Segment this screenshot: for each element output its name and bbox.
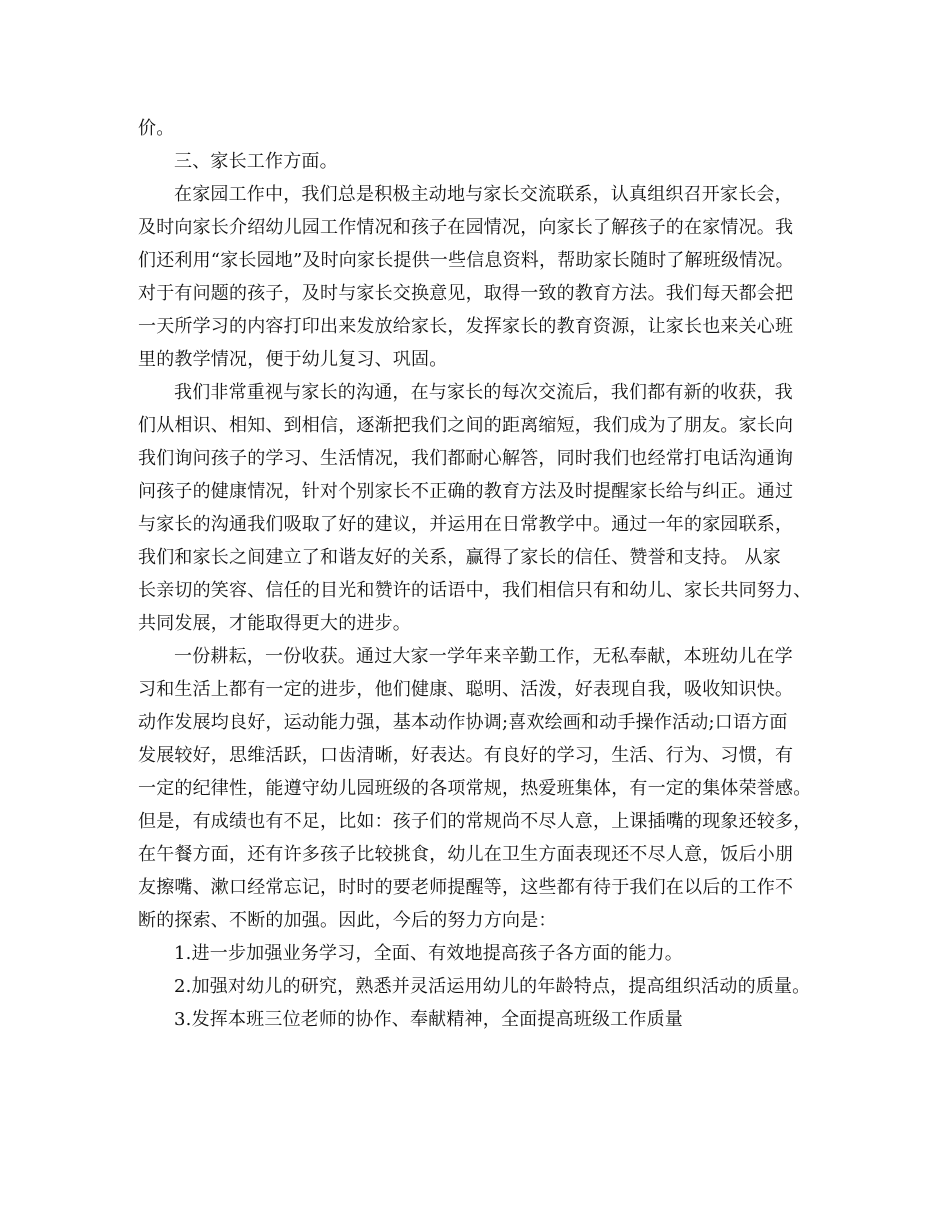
text-line: 价。 — [138, 118, 175, 139]
text-line: 我们询问孩子的学习、生活情况，我们都耐心解答，同时我们也经常打电话沟通询 — [138, 448, 794, 469]
text-line: 但是，有成绩也有不足，比如：孩子们的常规尚不尽人意，上课插嘴的现象还较多， — [138, 811, 812, 832]
text-line: 一定的纪律性，能遵守幼儿园班级的各项常规，热爱班集体，有一定的集体荣誉感。 — [138, 778, 812, 799]
text-line: 们从相识、相知、到相信，逐渐把我们之间的距离缩短，我们成为了朋友。家长向 — [138, 415, 794, 436]
text-line: 友擦嘴、漱口经常忘记，时时的要老师提醒等，这些都有待于我们在以后的工作不 — [138, 877, 794, 898]
text-line: 动作发展均良好，运动能力强，基本动作协调;喜欢绘画和动手操作活动;口语方面 — [138, 712, 788, 733]
text-line: 断的探索、不断的加强。因此，今后的努力方向是： — [138, 910, 557, 931]
text-line: 1.进一步加强业务学习，全面、有效地提高孩子各方面的能力。 — [174, 943, 683, 964]
text-line: 我们和家长之间建立了和谐友好的关系，赢得了家长的信任、赞誉和支持。 从家 — [138, 547, 781, 568]
text-line: 与家长的沟通我们吸取了好的建议，并运用在日常教学中。通过一年的家园联系， — [138, 514, 794, 535]
text-line: 一份耕耘，一份收获。通过大家一学年来辛勤工作，无私奉献，本班幼儿在学 — [174, 646, 793, 667]
text-line: 里的教学情况，便于幼儿复习、巩固。 — [138, 349, 448, 370]
text-line: 发展较好，思维活跃，口齿清晰，好表达。有良好的学习，生活、行为、习惯，有 — [138, 745, 794, 766]
text-line: 一天所学习的内容打印出来发放给家长，发挥家长的教育资源，让家长也来关心班 — [138, 316, 794, 337]
text-line: 三、家长工作方面。 — [174, 151, 338, 172]
text-line: 问孩子的健康情况，针对个别家长不正确的教育方法及时提醒家长给与纠正。通过 — [138, 481, 794, 502]
text-line: 及时向家长介绍幼儿园工作情况和孩子在园情况，向家长了解孩子的在家情况。我 — [138, 217, 794, 238]
text-line: 共同发展，才能取得更大的进步。 — [138, 613, 411, 634]
text-line: 长亲切的笑容、信任的目光和赞许的话语中，我们相信只有和幼儿、家长共同努力、 — [138, 580, 812, 601]
text-line: 们还利用“家长园地”及时向家长提供一些信息资料，帮助家长随时了解班级情况。 — [138, 250, 794, 271]
document-body — [138, 112, 830, 1036]
text-line: 我们非常重视与家长的沟通，在与家长的每次交流后，我们都有新的收获，我 — [174, 382, 793, 403]
text-line: 3.发挥本班三位老师的协作、奉献精神，全面提高班级工作质量 — [174, 1009, 683, 1030]
text-line: 对于有问题的孩子，及时与家长交换意见，取得一致的教育方法。我们每天都会把 — [138, 283, 794, 304]
text-line: 在午餐方面，还有许多孩子比较挑食，幼儿在卫生方面表现还不尽人意，饭后小朋 — [138, 844, 794, 865]
text-line: 2.加强对幼儿的研究，熟悉并灵活运用幼儿的年龄特点，提高组织活动的质量。 — [174, 976, 811, 997]
text-line: 在家园工作中，我们总是积极主动地与家长交流联系，认真组织召开家长会， — [174, 184, 793, 205]
text-line: 习和生活上都有一定的进步，他们健康、聪明、活泼，好表现自我，吸收知识快。 — [138, 679, 794, 700]
